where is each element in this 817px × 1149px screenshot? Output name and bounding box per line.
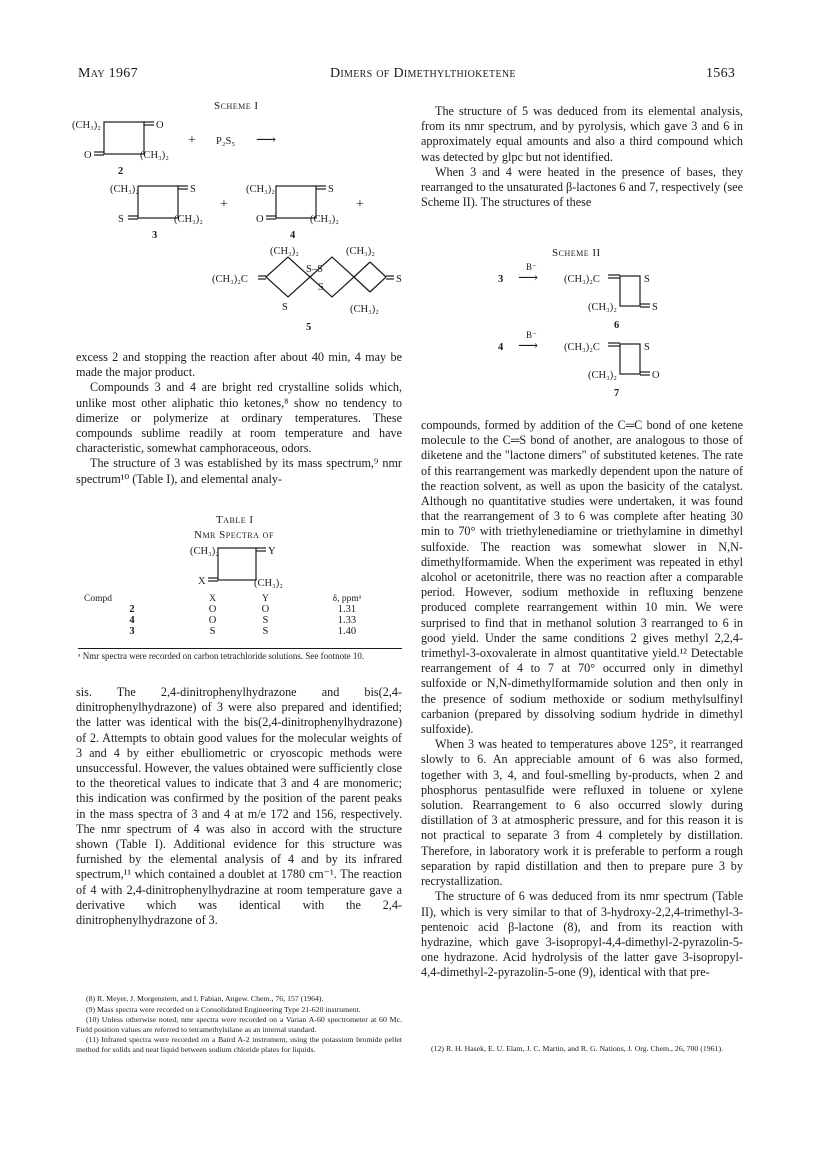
col-header: δ, ppmᵃ <box>332 594 362 604</box>
scheme1-plus-3: + <box>356 197 364 212</box>
cmpd4-me2-top: (CH₃)₂ <box>246 184 275 195</box>
cmpd5-ylidene: (CH₃)₂C <box>212 274 248 285</box>
cmpd3-S-right: S <box>190 184 196 195</box>
cmpd5-me2-c: (CH₃)₂ <box>350 304 379 315</box>
table-row: 2 O O 1.31 <box>129 604 357 615</box>
cmpd7-label: 7 <box>614 388 620 399</box>
paragraph: compounds, formed by addition of the C═C bond of one ketene molecule to the C═S bond of another, are analogous to those of diketene and the "lactone dimers" of substituted ketenes. The rate of this rearrangement was markedly dependent upon the nature of the reaction solvent, as well as upon the basicity of the catalyst. Although no quantitative studies were undertaken, it was found that the rearrangement of 3 to 6 was complete after heating 30 min to 70° with triethylenediamine or triethylamine in dimethyl sulfoxide. The reaction was somewhat slower in N,N-dimethylformamide. When the experiment was repeated in ethyl alcohol or acetonitrile, there was no reaction after a comparable period. However, sodium methoxide in refluxing benzene produced complete rearrangement within 10 min. We were surprised to find that in methanol solution 3 rearranged to 6 in good yield. Under the same conditions 2 gives methyl 2,2,4-trimethyl-3-oxovalerate in almost quantitative yield.¹² Detectable rearrangement of 4 to 7 at 70° occurred only in dimethyl sulfoxide or N,N-dimethylformamide solution and then only in the presence of sodium methoxide or sodium methylsulfinyl carbanion (prepared by dissolving sodium hydride in dimethyl sulfoxide). <box>421 418 743 737</box>
paragraph: When 3 was heated to temperatures above 125°, it rearranged slowly to 6. An appreciable amount of 6 was also formed, together with 3, 4, and foul-smelling by-products, when 2 and phosphorus pentasulfide were refluxed in toluene or xylene solution. Rearrangement to 6 also occurred slowly during distillation of 3 at atmospheric pressure, and for this reason it is not practical to separate 3 from 4 completely by distillation. Therefore, in laboratory work it is preferable to perform a rough separation by rapid distillation and then to prepare pure 3 by recrystallization. <box>421 737 743 889</box>
page-number: 1563 <box>706 66 736 81</box>
footnote: (11) Infrared spectra were recorded on a Baird A-2 instrument, using the potassium bromide pellet method for solids and neat liquid between sodium chloride plates for liquids. <box>76 1035 402 1054</box>
struct-Y: Y <box>268 546 276 557</box>
scheme2-reactant-3: 3 <box>498 274 504 285</box>
cmpd4-me2-bottom: (CH₃)₂ <box>310 214 339 225</box>
col-header: Compd <box>84 594 112 604</box>
cmpd5-ring-S-1: S <box>282 302 288 313</box>
left-column-lower <box>76 685 402 928</box>
cmpd3-S-left: S <box>118 214 124 225</box>
paragraph: The structure of 5 was deduced from its elemental analysis, from its nmr spectrum, and by pyrolysis, which gave 3 and 6 in approximately equal amounts and also a third compound which was detected by glpc but not identified. <box>421 104 743 164</box>
cmpd7-O: O <box>652 370 660 381</box>
table1-subtitle: Nmr Spectra of <box>194 529 274 541</box>
right-column-lower <box>421 418 743 981</box>
scheme2-arrow-2: ⟶ <box>518 339 539 354</box>
col-header: Y <box>262 594 269 604</box>
table1-title: Table I <box>216 514 254 526</box>
cmpd6-ring-S: S <box>644 274 650 285</box>
scheme1-figure <box>70 112 420 347</box>
cmpd5-ring-S-2: S <box>318 282 324 293</box>
cmpd5-me2-a: (CH₃)₂ <box>270 246 299 257</box>
scheme1-arrow: ⟶ <box>256 133 277 148</box>
cmpd7-ylidene: (CH₃)₂C <box>564 342 600 353</box>
right-column-upper <box>421 104 743 210</box>
scheme1-title: Scheme I <box>214 100 259 112</box>
cmpd6-label: 6 <box>614 320 620 331</box>
cmpd5-label: 5 <box>306 322 312 333</box>
cmpd7-ring-S: S <box>644 342 650 353</box>
cmpd5-thione-S: S <box>396 274 402 285</box>
struct-me2-top: (CH₃)₂ <box>190 546 219 557</box>
left-column-upper <box>76 350 402 487</box>
running-header-left: May 1967 <box>78 66 138 81</box>
paragraph: Compounds 3 and 4 are bright red crystalline solids which, unlike most other aliphatic thio ketones,⁸ show no tendency to dimerize or polymerize at ordinary temperatures. These compounds sublime readily at room temperature and have characteristic, somewhat camphoraceous, odors. <box>76 380 402 456</box>
table-row: 3 S S 1.40 <box>129 626 357 637</box>
struct-X: X <box>198 576 206 587</box>
scheme2-figure <box>490 258 710 408</box>
cmpd2-me2-bottom: (CH₃)₂ <box>140 150 169 161</box>
scheme1-plus-1: + <box>188 133 196 148</box>
paragraph: The structure of 3 was established by its mass spectrum,⁹ nmr spectrum¹⁰ (Table I), and elemental analy- <box>76 456 402 486</box>
cmpd4-S-right: S <box>328 184 334 195</box>
scheme2-arrow-1: ⟶ <box>518 271 539 286</box>
cmpd2-me2-top: (CH₃)₂ <box>72 120 101 131</box>
cmpd3-me2-top: (CH₃)₂ <box>110 184 139 195</box>
cmpd2-O-right: O <box>156 120 164 131</box>
table1-footnote: ᵃ Nmr spectra were recorded on carbon tetrachloride solutions. See footnote 10. <box>78 648 402 662</box>
scheme2-title: Scheme II <box>552 247 601 259</box>
table1-data <box>78 594 402 637</box>
table1-structure <box>180 540 330 594</box>
cmpd4-O-left: O <box>256 214 264 225</box>
footnotes-right <box>421 1044 743 1055</box>
footnote: (9) Mass spectra were recorded on a Consolidated Engineering Type 21-620 instrument. <box>86 1004 361 1014</box>
col-header: X <box>209 594 216 604</box>
paragraph: sis. The 2,4-dinitrophenylhydrazone and bis(2,4-dinitrophenylhydrazone) of 3 were also prepared and identified; the latter was identical with the bis(2,4-dinitrophenylhydrazone) of 2. Attempts to obtain good values for the molecular weights of 3 and 4 by either ebulliometric or cryoscopic methods were unsuccessful. However, the values obtained were sufficiently close to the theoretical values to indicate that 3 and 4 are monomeric; this indication was confirmed by the position of the parent peaks in the mass spectra of 3 and 4 at m/e 172 and 156, respectively. The nmr spectrum of 4 was also in accord with the structure shown (Table I). Additional evidence for this structure was furnished by the elemental analysis of 4 and by its infrared spectrum,¹¹ which contained a doublet at 1780 cm⁻¹. The reaction of 4 with 2,4-dinitrophenylhydrazine at room temperature gave a derivative which was identical with the 2,4-dinitrophenylhydrazone of 3. <box>76 685 402 928</box>
table-row: 4 O S 1.33 <box>129 615 357 626</box>
scheme1-plus-2: + <box>220 197 228 212</box>
paragraph: excess 2 and stopping the reaction after about 40 min, 4 may be made the major product. <box>76 350 402 380</box>
scheme2-reactant-4: 4 <box>498 342 504 353</box>
cmpd2-O-left: O <box>84 150 92 161</box>
struct-me2-bottom: (CH₃)₂ <box>254 578 283 589</box>
footnotes-left <box>76 994 402 1056</box>
cmpd6-thione-S: S <box>652 302 658 313</box>
scheme2-catalyst-1: B⁻ <box>526 262 537 272</box>
cmpd5-disulfide: S–S <box>306 264 323 275</box>
cmpd4-label: 4 <box>290 230 296 241</box>
cmpd3-label: 3 <box>152 230 158 241</box>
running-header-title: Dimers of Dimethylthioketene <box>330 66 516 81</box>
cmpd6-me2: (CH₃)₂ <box>588 302 617 313</box>
cmpd3-me2-bottom: (CH₃)₂ <box>174 214 203 225</box>
cmpd6-ylidene: (CH₃)₂C <box>564 274 600 285</box>
paragraph: The structure of 6 was deduced from its nmr spectrum (Table II), which is very similar to that of 3-hydroxy-2,2,4-trimethyl-3-pentenoic acid β-lactone (8), and from its reaction with hydrazine, which gave 3-isopropyl-4,4-dimethyl-2-pyrazolin-5-one hydrazone. Acid hydrolysis of the latter gave 3-isopropyl-4,4-dimethyl-2-pyrazolin-5-one (9), identical with that pre- <box>421 889 743 980</box>
footnote: (12) R. H. Hasek, E. U. Elam, J. C. Martin, and R. G. Nations, J. Org. Chem., 26, 700 (1961). <box>431 1044 723 1053</box>
paragraph: When 3 and 4 were heated in the presence of bases, they rearranged to the unsaturated β-lactones 6 and 7, respectively (see Scheme II). The structures of these <box>421 164 743 210</box>
scheme2-catalyst-2: B⁻ <box>526 330 537 340</box>
footnote: (8) R. Meyer, J. Morgenstern, and I. Fabian, Angew. Chem., 76, 157 (1964). <box>86 994 324 1003</box>
footnote: (10) Unless otherwise noted, nmr spectra were recorded on a Varian A-60 spectrometer at 60 Mc. Field position values are referred to tetramethylsilane as an internal standard. <box>76 1015 402 1034</box>
cmpd7-me2: (CH₃)₂ <box>588 370 617 381</box>
cmpd2-label: 2 <box>118 166 124 177</box>
reagent-p2s5: P₂S₅ <box>216 136 236 147</box>
cmpd5-me2-b: (CH₃)₂ <box>346 246 375 257</box>
